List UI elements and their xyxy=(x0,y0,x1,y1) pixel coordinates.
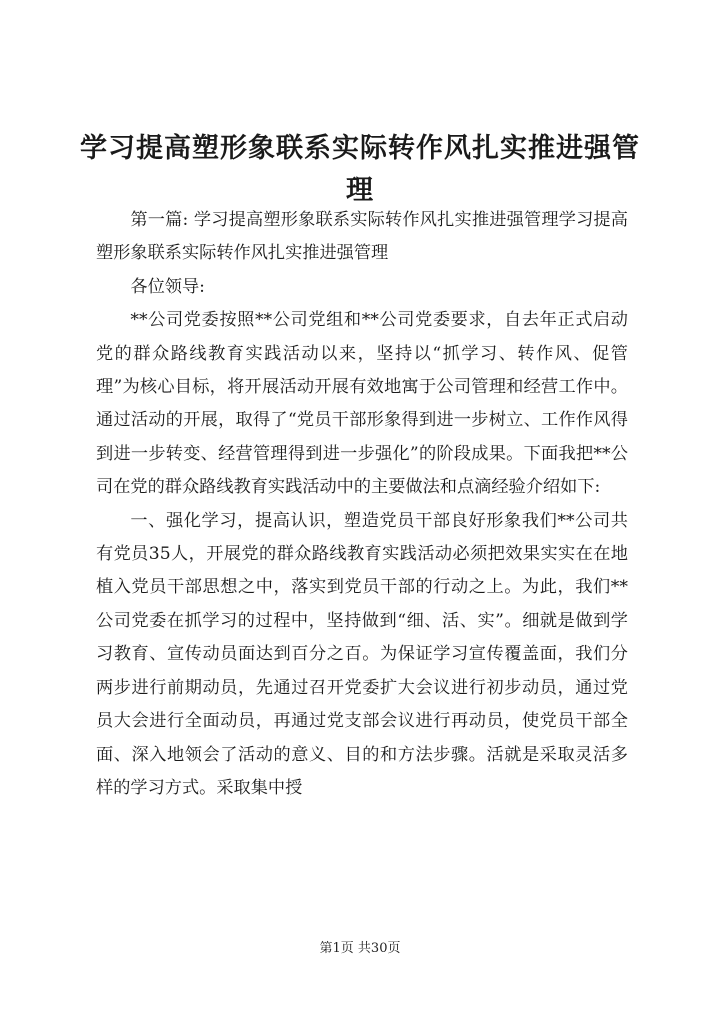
paragraph-salutation: 各位领导: xyxy=(130,276,205,297)
paragraph-section-one: 一、强化学习，提高认识，塑造党员干部良好形象我们**公司共有党员35人，开展党的群众路线教育实践活动必须把效果实实在在地植入党员干部思想之中，落实到党员干部的行动之上。为此，我们**公司党委在抓学习的过程中，坚持做到“细、活、实”。细就是做到学习教育、宣传动员面达到百分之百。为保证学习宣传覆盖面，我们分两步进行前期动员，先通过召开党委扩大会议进行初步动员，通过党员大会进行全面动员，再通过党支部会议进行再动员，使党员干部全面、深入地领会了活动的意义、目的和方法步骤。活就是采取灵活多样的学习方式。采取集中授 xyxy=(96,510,628,798)
paragraph-heading: 第一篇: 学习提高塑形象联系实际转作风扎实推进强管理学习提高塑形象联系实际转作风扎实推进强管理 xyxy=(96,210,628,264)
page-footer xyxy=(0,937,720,956)
page-number: 第1页 共30页 xyxy=(319,941,401,956)
document-title: 学习提高塑形象联系实际转作风扎实推进强管理 xyxy=(80,133,640,206)
document-body xyxy=(96,204,628,805)
paragraph-intro: **公司党委按照**公司党组和**公司党委要求，自去年正式启动党的群众路线教育实践活动以来，坚持以“抓学习、转作风、促管理”为核心目标，将开展活动开展有效地寓于公司管理和经营工作中。通过活动的开展，取得了“党员干部形象得到进一步树立、工作作风得到进一步转变、经营管理得到进一步强化”的阶段成果。下面我把**公司在党的群众路线教育实践活动中的主要做法和点滴经验介绍如下: xyxy=(96,310,628,498)
